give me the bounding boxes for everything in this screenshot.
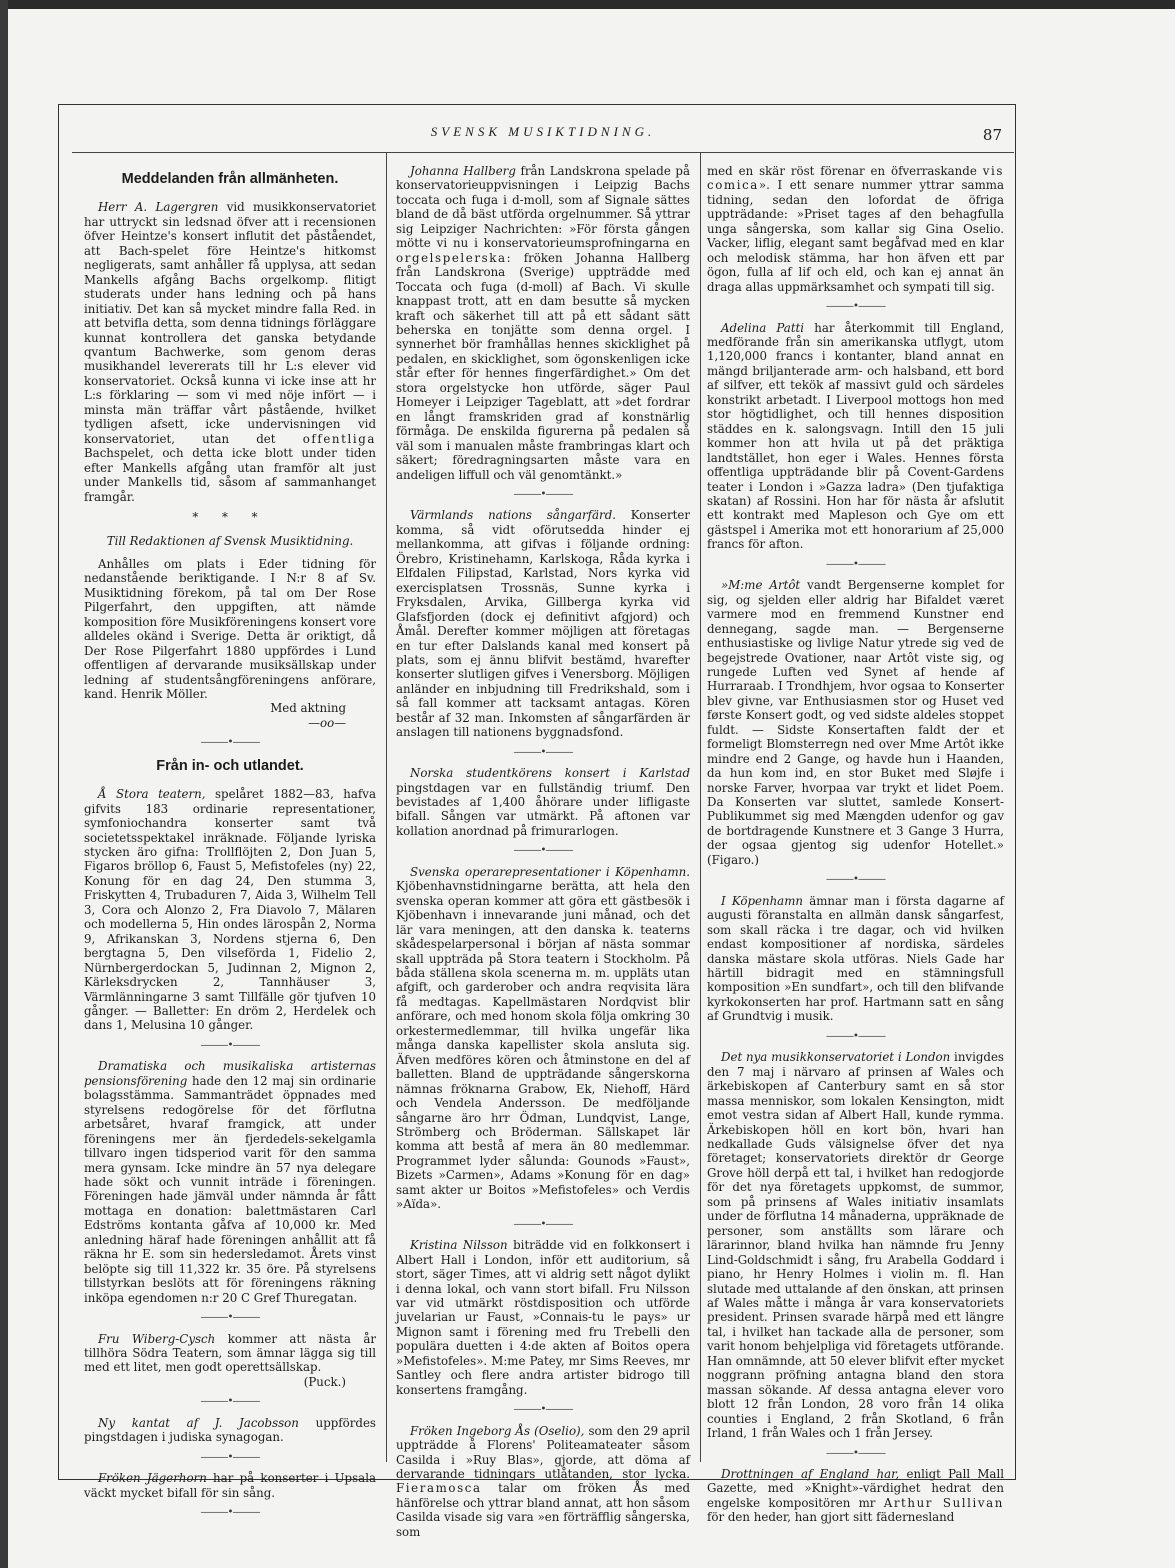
section-heading-utlandet: Från in- och utlandet. <box>156 757 304 774</box>
separator: ———•——— <box>200 1507 260 1519</box>
column-1 <box>84 164 376 1527</box>
article-norska-studentkoren: Norska studentkörens konsert i Karlstad pingstdagen var en fullständig triumf. Den bevistades af 1,400 åhörare under lifligaste bifall. Sången var utmärkt. På aftonen var kollation anordnad på frimurarlogen. <box>396 766 690 838</box>
separator: ———•——— <box>826 1447 885 1459</box>
article-pensionsforening: Dramatiska och musikaliska artisternas pensionsförening hade den 12 maj sin ordinarie bolagsstämma. Sammanträdet öppnades med styrelsens redogörelse för det förflutna arbetsåret, hvaraf framgick, att under föreningens mer än fjerdedels-sekelgamla tillvaro ingen tidsperiod varit för den samma mera gynsam. Icke mindre än 57 nya delegare hade sökt och vunnit inträde i föreningen. Föreningen hade jämväl under nämnda år fått mottaga en donation: balettmästaren Carl Edströms kontanta gåfva af 10,000 kr. Med anledning häraf hade föreningen anhållit att få räkna hr E. som sin hedersledamot. Årets vinst belöpte sig till 11,322 kr. 35 öre. På styrelsens tillstyrkan beslöts att för föreningens räkning inköpa egendomen n:r 20 C Gref Thuregatan. <box>84 1059 376 1305</box>
article-jagerhorn: Fröken Jägerhorn har på konserter i Upsala väckt mycket bifall för sin sång. <box>84 1471 376 1500</box>
running-header <box>72 122 1014 148</box>
separator: ———•——— <box>200 737 260 749</box>
letter-closing: Med aktning <box>270 701 346 716</box>
separator: ———•——— <box>826 1030 885 1042</box>
separator: ———•——— <box>826 558 885 570</box>
source-credit: (Puck.) <box>303 1374 346 1389</box>
article-varmlands-nation: Värmlands nations sångarfärd. Konserter komma, så vidt oförutsedda hinder ej mellankomma, att gifvas i följande ordning: Örebro, Kristinehamn, Karlskoga, Råda kyrka i Elfdalen Filipstad, Karlstad, Nors kyrka vid exercisplatsen Trossnäs, Sunne kyrka i Fryksdalen, Arvika, Gillberga kyrka vid Glafsfjorden (dock ej definitivt afgjord) och Åmål. Derefter kommer möjligen att företagas en tur efter Dalslands kanal med konsert på plats, som ej ännu blifvit bestämd, hvarefter konserter slutligen gifves i Venersborg. Möjligen anländer en inbjudning till Fredrikshald, som i så fall kommer att tacksamt antagas. Kören består af 32 man. Inkomsten af sångarfärden är anslagen till nationens byggnadsfond. <box>396 508 691 740</box>
column-divider-1 <box>386 152 387 1462</box>
article-redaktion: Anhålles om plats i Eder tidning för nedanstående beriktigande. I N:r 8 af Sv. Musiktidning förekom, på tal om Der Rose Pilgerfahrt, den uppgiften, att nämde komposition före Musikföreningens konsert vore alldeles okänd i Sverige. Detta är oriktigt, då Der Rose Pilgerfahrt 1880 uppfördes i Lund offentligen af dervarande musiksällskap under ledning af studentsångföreningens anförare, kand. Henrik Möller. <box>84 556 376 701</box>
separator: ———•——— <box>513 845 573 857</box>
separator: ———•——— <box>513 1404 573 1416</box>
article-wiberg-cysch: Fru Wiberg-Cysch kommer att nästa år tillhöra Södra Teatern, som ämnar lägga sig till med ett litet, men godt operettsällskap. <box>84 1331 377 1375</box>
separator: ———•——— <box>826 874 885 886</box>
running-title: SVENSK MUSIKTIDNING. <box>430 124 656 139</box>
page-number: 87 <box>982 126 1002 144</box>
separator: ———•——— <box>826 301 885 313</box>
article-ingeborg-as: Fröken Ingeborg Ås (Oselio), som den 29 april uppträdde å Florens' Politeamateater såsom Casilda i »Ruy Blas», gjorde, att döma af dervarande tidningars utlåtanden, stor lycka. Fieramosca talar om fröken Ås med hänförelse och yttrar bland annat, att hon såsom Casilda visade sig vara »en förträfflig sångerska, som <box>396 1423 690 1539</box>
separator: ———•——— <box>513 746 573 758</box>
separator: ———•——— <box>200 1396 260 1408</box>
article-adelina-patti: Adelina Patti har återkommit till England, medförande från sin amerikanska utflygt, utom 1,120,000 francs i kontanter, bland annat en mängd briljanterade arm- och halsband, ett bord af silfver, ett tekök af massivt guld och särdeles konstrikt arbetadt. I Liverpool mottogs hon med stor högtidlighet, och till hennes disposition städdes en k. salongsvagn. Intill den 15 juli kommer hon att hvila ut på det präktiga landtstället, hon eger i Wales. Hennes första offentliga uppträdande blir på Covent-Gardens teater i London i »Gazza ladra» (Den tjufaktiga skatan) af Rossini. Hon har för nästa år afslutit ett kontrakt med Mapleson och Gye om ett gästspel i Amerika mot ett honorarium af 25,000 francs för afton. <box>707 320 1004 552</box>
article-hallberg: Johanna Hallberg från Landskrona spelade på konservatorieuppvisningen i Leipzig Bachs toccata och fuga i d-moll, som af Signale sättes bland de då bäst utförda orgelnummer. Så yttrar sig Leipziger Nachrichten: »För första gången mötte vi nu i konservatorieumsprofningarna en orgelspelerska: fröken Johanna Hallberg från Landskrona (Sverige) uppträdde med Toccata och fuga (d-moll) af Bach. Vi skulle knappast trott, att en dam besutte så mycken kraft och säkerhet till att på ett sådant sätt beherska en tonjätte som denna orgel. I synnerhet bör framhållas hennes skicklighet på pedalen, en skicklighet, som ögonskenligen icke står efter för hennes fingerfärdighet.» Om det stora orgelstycke hon utförde, säger Paul Homeyer i Leipziger Tageblatt, att »det fordrar en långt framskriden grad af konstnärlig förmåga. De enskilda figurerna på pedalen så väl som i manualen måste frambringas klart och säkert; föredragningsarten måste vara en andeligen liffull och väl genomtänkt.» <box>396 164 690 482</box>
scan-left-edge <box>0 0 8 1568</box>
article-stora-teatern: Å Stora teatern, spelåret 1882—83, hafva gifvits 183 ordinarie representationer, symfoniochandra konserter samt två societetsspektakel inräknade. Följande lyriska stycken äro gifna: Trollflöjten 2, Don Juan 5, Figaros bröllop 6, Faust 5, Mefistofeles (ny) 22, Konung för en dag 24, Den stumma 3, Friskytten 4, Trubaduren 7, Aida 3, Wilhelm Tell 3, Cora och Alonzo 2, Fra Diavolo 7, Mälaren och modellerna 5, Hin ondes lärospån 2, Norma 9, Afrikanskan 3, Nordens stjerna 6, Den bergtagna 5, Den vilseförda 1, Fidelio 2, Nürnbergerdockan 5, Judinnan 2, Mignon 2, Kärleksdrycken 2, Tannhäuser 3, Värmlänningarne 3 samt Tillfälle gör tjufven 10 gånger. — Balletter: En dröm 2, Herdelek och dans 1, Melusina 10 gånger. <box>84 787 376 1033</box>
letter-signature: —oo— <box>308 715 346 730</box>
column-3 <box>707 164 1004 1525</box>
letter-heading: Till Redaktionen af Svensk Musiktidning. <box>106 534 354 549</box>
article-artot: »M:me Artôt vandt Bergenserne komplet for sig, og sjelden eller aldrig har Bifaldet været varmere mod en fremmend Kunstner end dennegang, sagde man. — Bergenserne enthusiastiske og livlige Natur ytrede sig ved de begejstrede Ovationer, naar Artôt viste sig, og rungede Luften ved Synet af hende af Hurraraab. I Trondhjem, hvor ogsaa to Konserter blev givne, var Enthusiasmen stor og Huset ved første Konsert godt, og ved sidste aldeles stoppet fuldt. — Sidste Konsertaften faldt der et formeligt Blomsterregn ned over Mme Artôt ikke mindre end 2 Gange, og havde hun i Haanden, da hun kom ind, en stor Buket med Sløjfe i norske Farver, hvorpaa var trykt et lidet Poem. Da Konserten var sluttet, samlede Konsert-Publikummet sig med Mængden udenfor og gav de bortdragende Kunstnere et 3 Gange 3 Hurra, der ogsaa gjentog sig udenfor Hotellet.» (Figaro.) <box>707 578 1004 867</box>
column-divider-2 <box>700 152 701 1462</box>
separator: ———•——— <box>513 488 573 500</box>
article-lagergren: Herr A. Lagergren vid musikkonservatoriet har uttryckt sin ledsnad öfver att i recensionen öfver Heintze's konsert influtit det påståendet, att Bach-spelet före Heintze's hitkomst negligerats, samt anhåller få upplysa, att sedan Mankells afgång Bachs orgelkomp. flitigt studerats under hans ledning och på hans initiativ. Det kan så mycket mindre falla Red. in att betvifla detta, som denna tidnings förläggare kunnat kontrollera det ganska betydande qvantum Bachwerke, som genom deras musikhandel levererats till hr L:s elever vid konservatoriet. Också kunna vi icke inse att hr L:s förklaring — som vi med nöje infört — i minsta män träffar vårt påstående, hvilket tydligen afsett, icke undervisningen vid konservatoriet, utan det offentliga Bachspelet, och detta icke blott under tiden efter Mankells afgång utan framför alt just under Mankells tid, såsom af sammanhanget framgår. <box>84 200 376 504</box>
asterism: * * * <box>192 509 268 524</box>
article-drottningen: Drottningen af England har, enligt Pall Mall Gazette, med »Knight»-värdighet hedrat den engelske kompositören mr Arthur Sullivan för den heder, han gjort sitt fädernesland <box>707 1466 1005 1525</box>
separator: ———•——— <box>513 1218 573 1230</box>
scan-top-edge <box>0 0 1175 9</box>
separator: ———•——— <box>200 1451 260 1463</box>
article-ingeborg-as-continued: med en skär röst förenar en öfverraskande vis comica». I ett senare nummer yttrar samma tidning, sedan den lofordat de öfriga uppträdande: »Priset tages af den behagfulla unga sångerska, som kallar sig Gina Oselio. Vacker, liflig, elegant samt begåfvad med en klar och melodisk stämma, har hon äfven ett par ögon, fulla af lif och eld, och kan ej annat än draga allas uppmärksamhet och sympati till sig. <box>707 164 1004 294</box>
article-london-konservatoriet: Det nya musikkonservatoriet i London invigdes den 7 maj i närvaro af prinsen af Wales och ärkebiskopen af Canterbury samt en så stor massa menniskor, som lokalen Kensington, midt emot vestra sidan af Albert Hall, kunde rymma. Ärkebiskopen höll en kort bön, hvari han nedkallade Guds välsignelse öfver det nya företaget; konservatoriets direktör dr George Grove höll derpå ett tal, i hvilket han redogjorde för det nya företagets uppkomst, de summor, som på prinsens af Wales initiativ insamlats under de förflutna 14 månaderna, uppräknade de personer, som anställts som lärare och lärarinnor, bland hvilka han nämnde fru Jenny Lind-Goldschmidt i sång, fru Arabella Goddard i piano, hr Henry Holmes i violin m. fl. Han slutade med uttalande af den önskan, att prinsen af Wales måtte i många år vara konservatoriets president. Prinsen svarade härpå med ett längre tal, i hvilket han tackade alla de personer, som varit honom behjelpliga vid företagets utförande. Han omnämnde, att 50 elever blifvit efter mycket noggrann pröfning antagna bland den stora massan sökande. Af dessa antagna elever voro blott 12 från London, 28 voro från 14 olika counties i England, 2 från Skotland, 6 från Irland, 1 från Wales och 1 från Jersey. <box>707 1050 1004 1441</box>
section-heading-allmanheten: Meddelanden från allmänheten. <box>121 171 339 187</box>
article-svenska-opera: Svenska operarepresentationer i Köpenhamn. Kjöbenhavnstidningarne berätta, att hela den svenska operan kommer att göra ett gästbesök i Kjöbenhavn i innevarande juni månad, och det lär vara meningen, att den danska k. teaterns skådespelarpersonal i början af nästa sommar skall uppträda på Stora teatern i Stockholm. På båda ställena skola scenerna m. m. uppläts utan afgift, och garderober och andra reqvisita lära få medtagas. Kapellmästaren Nordqvist blir anförare, och med honom skola följa omkring 30 orkestermedlemmar, till hvilka ungefär lika många danska kapellister skola ansluta sig. Äfven medföres kören och åtminstone en del af balletten. Bland de uppträdande sångerskorna nämnas fröknarna Grabow, Ek, Niehoff, Härd och Vendela Andersson. De medföljande sångarne äro hrr Ödman, Lundqvist, Lange, Strömberg och Bröderman. Sällskapet lär komma att bestå af mera än 80 medlemmar. Programmet lyder sålunda: Gounods »Faust», Bizets »Carmen», Adams »Konung för en dag» samt akter ur Boitos »Mefistofeles» och Verdis »Aïda». <box>396 864 690 1212</box>
column-2 <box>396 164 690 1539</box>
separator: ———•——— <box>200 1312 260 1324</box>
separator: ———•——— <box>200 1039 260 1051</box>
article-kopenhamn: I Köpenhamn ämnar man i första dagarne af augusti föranstalta en allmän dansk sångarfest, som skall räcka i tre dagar, och vid hvilken endast kompositioner af nordiska, särdeles danska mästare skola utföras. Niels Gade har härtill bidragit med en stämningsfull komposition »En sundfart», och till den blifvande kyrkokonserten har prof. Hartmann satt en sång af Grundtvig i musik. <box>707 893 1004 1024</box>
article-kristina-nilsson: Kristina Nilsson biträdde vid en folkkonsert i Albert Hall i London, inför ett auditorium, så stort, säger Times, att vi aldrig sett något dylikt i denna lokal, och vann stort bifall. Fru Nilsson var vid utmärkt röstdisposition och utförde juvelarian ur Faust, »Connais-tu le pays» ur Mignon samt i förening med fru Trebelli den populära duetten i 4:de akten af Boitos opera »Mefistofeles». M:me Patey, mr Sims Reeves, mr Santley och flere andra artister bidrogo till konsertens framgång. <box>396 1238 690 1397</box>
article-kantat: Ny kantat af J. Jacobsson uppfördes pingstdagen i judiska synagogan. <box>84 1415 376 1445</box>
